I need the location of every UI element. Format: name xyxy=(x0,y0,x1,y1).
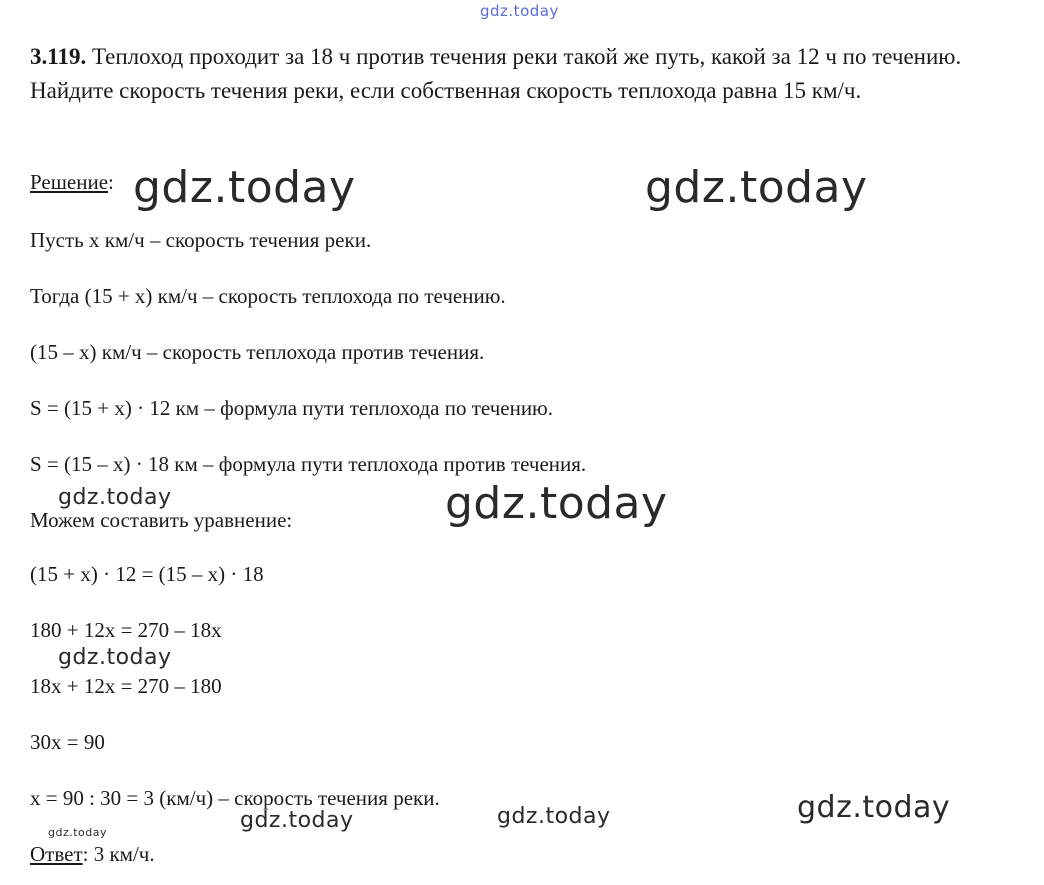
equation-line-3: 18x + 12x = 270 – 180 xyxy=(30,674,222,698)
watermark-3: gdz.today xyxy=(58,485,172,510)
equation-line-1: (15 + x) · 12 = (15 – x) · 18 xyxy=(30,562,264,586)
watermark-7: gdz.today xyxy=(240,808,354,833)
answer-line xyxy=(30,842,155,867)
solution-line-1: Пусть x км/ч – скорость течения реки. xyxy=(30,228,372,252)
problem-number: 3.119. xyxy=(30,44,87,69)
watermark-1: gdz.today xyxy=(133,162,356,213)
solution-line-5: S = (15 – x) · 18 км – формула пути теплохода против течения. xyxy=(30,452,587,476)
problem-statement xyxy=(30,40,1020,108)
equation-line-5: x = 90 : 30 = 3 (км/ч) – скорость течения реки. xyxy=(30,786,440,810)
solution-label: Решение xyxy=(30,170,109,194)
solution-line-2: Тогда (15 + x) км/ч – скорость теплохода по течению. xyxy=(30,284,506,308)
watermark-6: gdz.today xyxy=(797,790,951,825)
solution-heading xyxy=(30,170,114,195)
solution-colon: : xyxy=(108,170,114,194)
watermark-top: gdz.today xyxy=(480,2,559,20)
equation-line-4: 30x = 90 xyxy=(30,730,105,754)
answer-value: : 3 км/ч. xyxy=(82,842,155,866)
answer-label: Ответ xyxy=(30,842,83,866)
watermark-8: gdz.today xyxy=(497,804,611,829)
solution-line-4: S = (15 + x) · 12 км – формула пути теплохода по течению. xyxy=(30,396,554,420)
problem-text: Теплоход проходит за 18 ч против течения реки такой же путь, какой за 12 ч по течению. Найдите скорость течения реки, если собственная скорость теплохода равна 15 км/ч. xyxy=(30,44,962,103)
watermark-9: gdz.today xyxy=(48,826,108,839)
equation-line-2: 180 + 12x = 270 – 18x xyxy=(30,618,222,642)
watermark-5: gdz.today xyxy=(58,645,172,670)
watermark-4: gdz.today xyxy=(445,478,668,529)
solution-line-6: Можем составить уравнение: xyxy=(30,508,293,532)
watermark-2: gdz.today xyxy=(645,162,868,213)
solution-line-3: (15 – x) км/ч – скорость теплохода против течения. xyxy=(30,340,485,364)
